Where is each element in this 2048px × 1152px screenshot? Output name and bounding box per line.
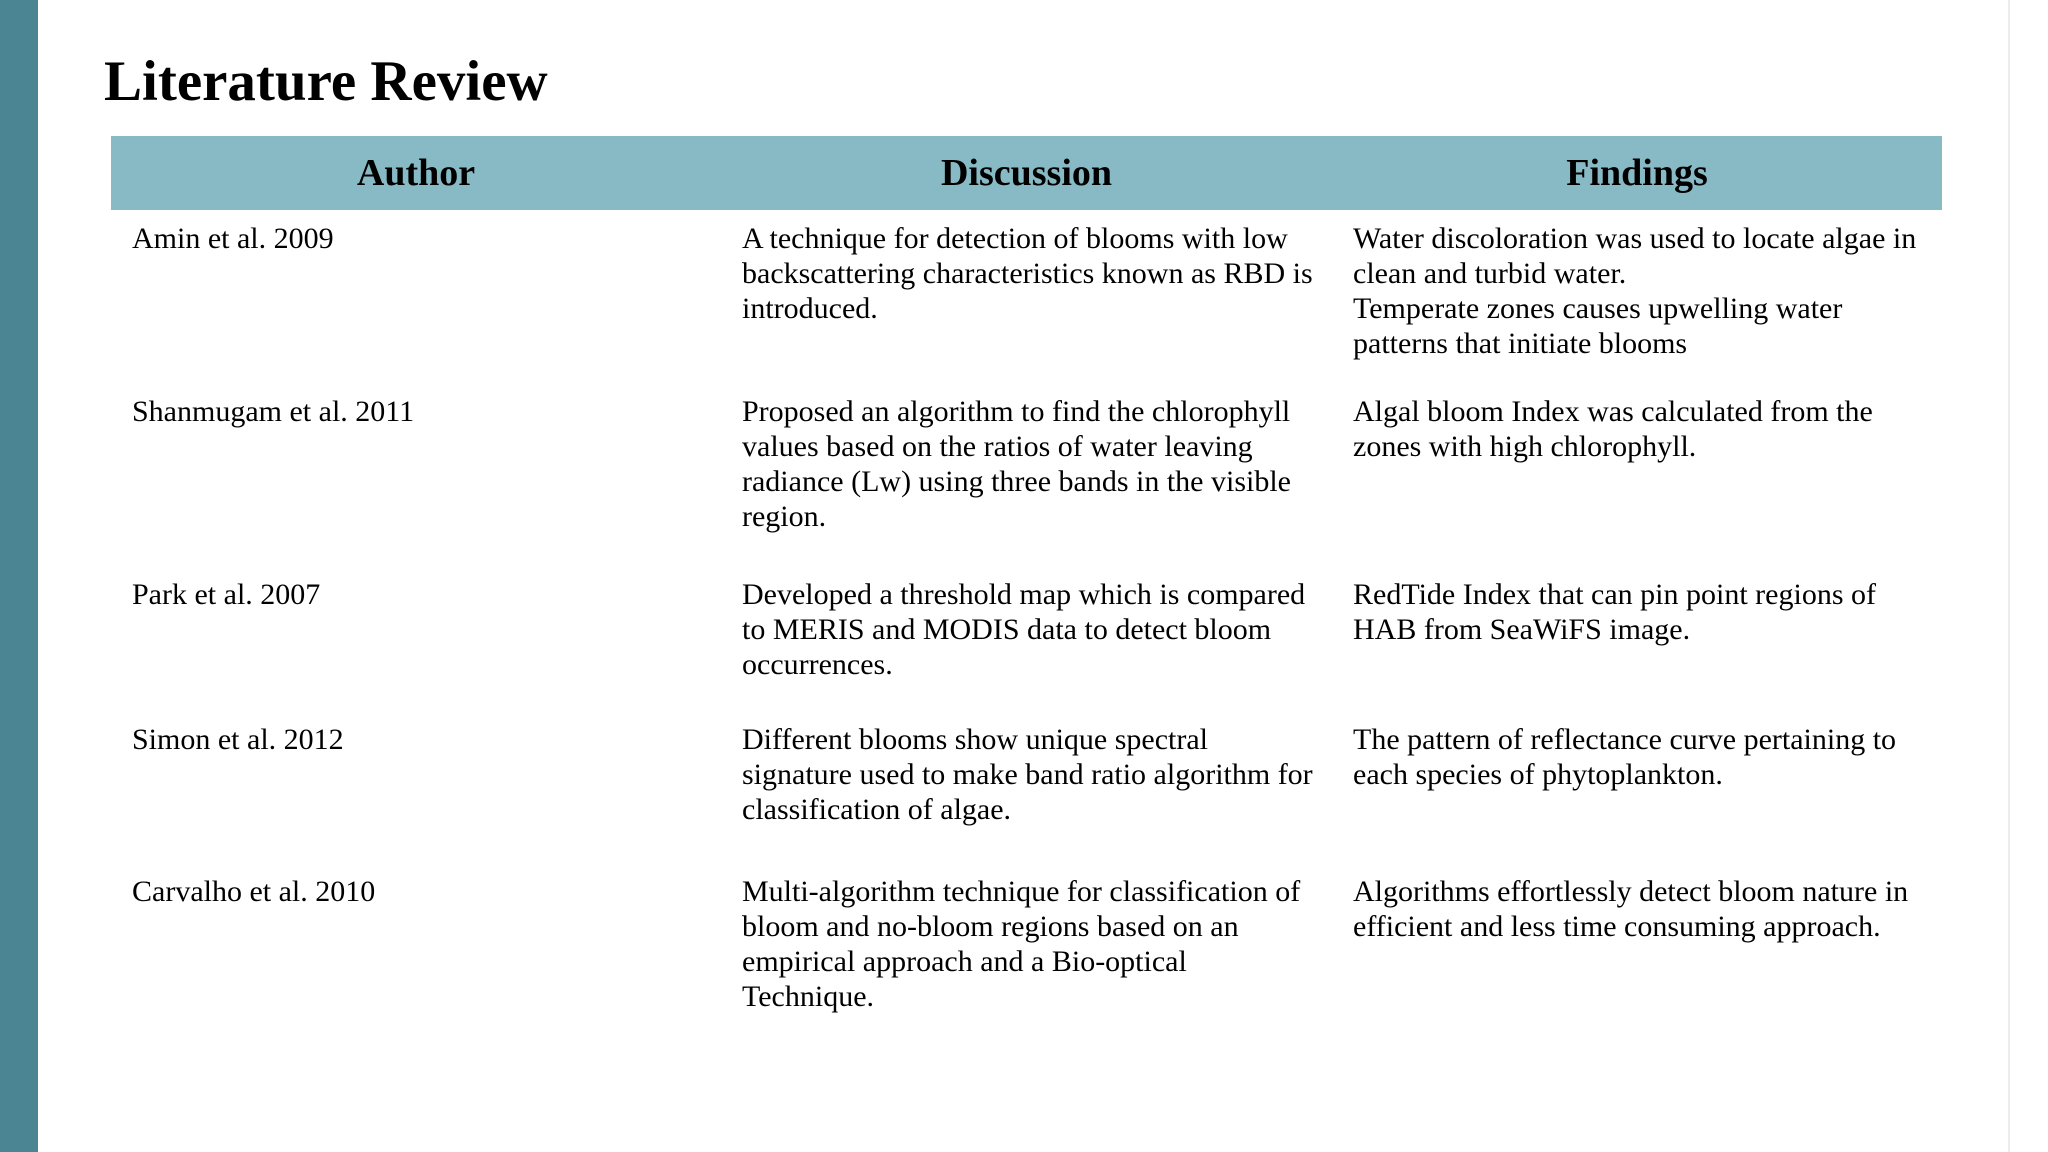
- author-text: Simon et al. 2012: [132, 723, 344, 756]
- table-row: [111, 210, 1942, 394]
- discussion-text: Developed a threshold map which is compared to MERIS and MODIS data to detect bloom occurrences.: [742, 578, 1306, 681]
- findings-text: RedTide Index that can pin point regions of HAB from SeaWiFS image.: [1353, 578, 1876, 646]
- findings-text: The pattern of reflectance curve pertaining to each species of phytoplankton.: [1353, 723, 1897, 791]
- author-cell: [111, 577, 721, 722]
- author-text: Park et al. 2007: [132, 578, 321, 611]
- column-header-author: Author: [111, 136, 721, 210]
- slide-title: Literature Review: [104, 50, 548, 113]
- author-cell: [111, 722, 721, 874]
- findings-text: Water discoloration was used to locate algae in clean and turbid water. Temperate zones causes upwelling water patterns that initiate blooms: [1353, 222, 1917, 360]
- slide-right-edge: [2008, 0, 2048, 1152]
- discussion-cell: [721, 210, 1332, 394]
- findings-cell: [1332, 722, 1942, 874]
- literature-review-table: [111, 136, 1942, 1024]
- discussion-cell: [721, 577, 1332, 722]
- author-cell: [111, 394, 721, 577]
- discussion-text: Multi-algorithm technique for classification of bloom and no-bloom regions based on an empirical approach and a Bio-optical Technique.: [742, 875, 1301, 1013]
- discussion-text: A technique for detection of blooms with low backscattering characteristics known as RBD is introduced.: [742, 222, 1313, 325]
- table-row: [111, 874, 1942, 1024]
- author-cell: [111, 874, 721, 1024]
- discussion-text: Proposed an algorithm to find the chlorophyll values based on the ratios of water leaving radiance (Lw) using three bands in the visible region.: [742, 395, 1291, 533]
- discussion-cell: [721, 394, 1332, 577]
- author-text: Amin et al. 2009: [132, 222, 334, 255]
- findings-cell: [1332, 874, 1942, 1024]
- table-row: [111, 394, 1942, 577]
- column-header-findings: Findings: [1332, 136, 1942, 210]
- column-header-discussion: Discussion: [721, 136, 1332, 210]
- findings-text: Algal bloom Index was calculated from the zones with high chlorophyll.: [1353, 395, 1873, 463]
- slide-accent-bar: [0, 0, 38, 1152]
- findings-text: Algorithms effortlessly detect bloom nature in efficient and less time consuming approach.: [1353, 875, 1909, 943]
- author-text: Carvalho et al. 2010: [132, 875, 376, 908]
- table-header-row: [111, 136, 1942, 210]
- discussion-text: Different blooms show unique spectral signature used to make band ratio algorithm for classification of algae.: [742, 723, 1313, 826]
- table-row: [111, 722, 1942, 874]
- findings-cell: [1332, 394, 1942, 577]
- author-cell: [111, 210, 721, 394]
- table-row: [111, 577, 1942, 722]
- discussion-cell: [721, 722, 1332, 874]
- findings-cell: [1332, 210, 1942, 394]
- discussion-cell: [721, 874, 1332, 1024]
- findings-cell: [1332, 577, 1942, 722]
- author-text: Shanmugam et al. 2011: [132, 395, 415, 428]
